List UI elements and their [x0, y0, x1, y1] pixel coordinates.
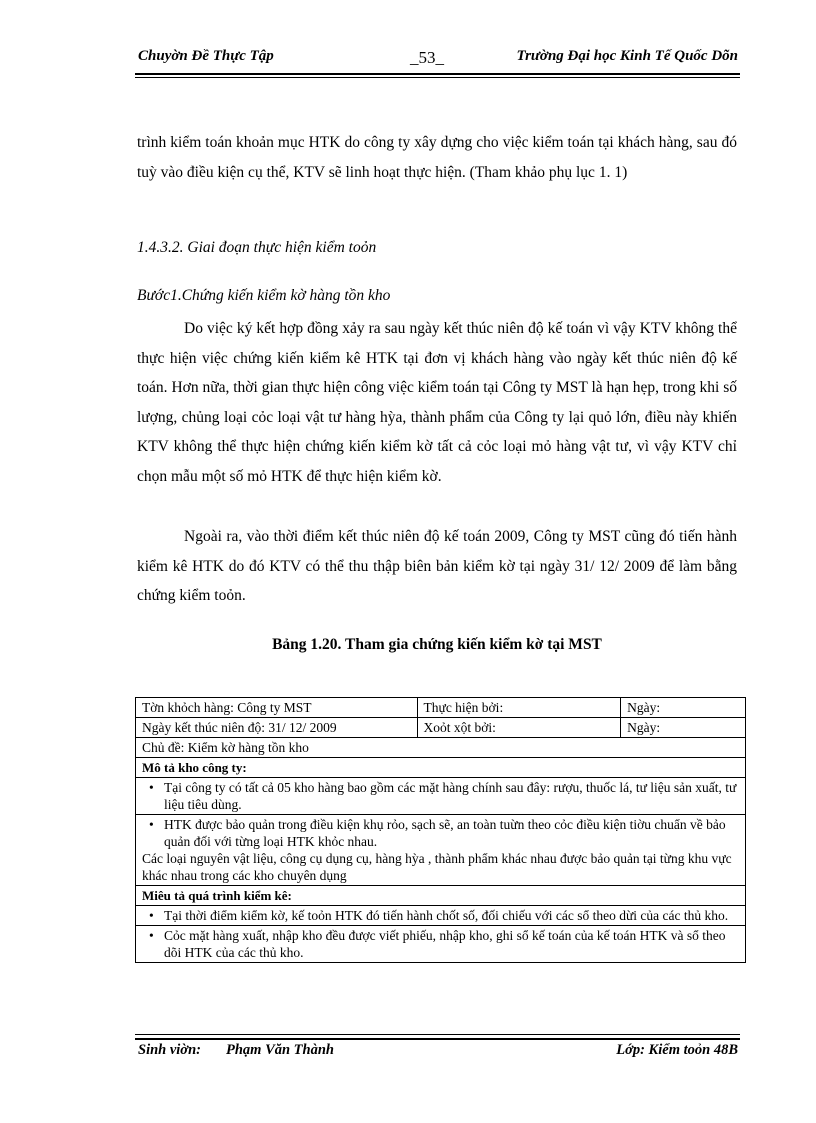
table-row — [136, 698, 746, 718]
table-row — [136, 758, 746, 778]
reviewed-by-cell: Xoỏt xột bởi: — [417, 718, 621, 738]
class-label: Lớp: Kiểm toỏn 48B — [616, 1042, 738, 1058]
step-heading: Bước1.Chứng kiến kiểm kờ hàng tồn kho — [137, 287, 391, 304]
process-bullet-cell — [136, 926, 746, 963]
table-row — [136, 778, 746, 815]
paragraph-inventory: Do việc ký kết hợp đồng xảy ra sau ngày kết thúc niên độ kế toán vì vậy KTV không thể thực hiện việc chứng kiến kiểm kê HTK tại đơn vị khách hàng vào ngày kết thúc niên độ kế toán. Hơn nữa, thời gian thực hiện công việc kiểm toán tại Công ty MST là hạn hẹp, trong khi số lượng, chủng loại cỏc loại vật tư hàng hỳa, thành phẩm của Công ty lại quỏ lớn, điều này khiến KTV không thể thực hiện chứng kiến kiểm kờ tất cả cỏc loại mỏ hàng vật tư, vì vậy KTV chỉ chọn mẫu một số mỏ HTK để thực hiện kiểm kờ. — [137, 320, 737, 485]
table-row — [136, 886, 746, 906]
warehouse-note: Các loại nguyên vật liệu, công cụ dụng cụ, hàng hỳa , thành phẩm khác nhau được bảo quản tại từng khu vực khác nhau trong các kho chuyên dụng — [142, 851, 732, 883]
table-row — [136, 815, 746, 886]
warehouse-bullet-cell — [136, 815, 746, 886]
header-right: Trường Đại học Kinh Tế Quốc Dõn — [516, 48, 738, 64]
header-rule-thin — [135, 77, 740, 78]
table-row — [136, 926, 746, 963]
table-row — [136, 906, 746, 926]
page-header — [138, 48, 738, 70]
inventory-observation-table — [135, 697, 746, 963]
list-item: • Tại công ty có tất cả 05 kho hàng bao gồm các mặt hàng chính sau đây: rượu, thuốc lá, tư liệu sản xuất, tư liệu tiêu dùng. — [164, 779, 739, 813]
list-item: • HTK được bảo quản trong điều kiện khụ rỏo, sạch sẽ, an toàn tuừn theo cỏc điều kiện tiờu chuẩn về bảo quản đối với từng loại HTK khỏc nhau. — [164, 816, 739, 850]
client-cell: Tờn khỏch hàng: Công ty MST — [136, 698, 418, 718]
list-item: • Cỏc mặt hàng xuất, nhập kho đều được viết phiếu, nhập kho, ghi sổ kế toán của kế toán HTK và sổ theo dõi HTK của các thủ kho. — [164, 927, 739, 961]
page-number: _53_ — [410, 48, 444, 67]
header-left: Chuyờn Đề Thực Tập — [138, 48, 274, 64]
table-row — [136, 738, 746, 758]
warehouse-bullet-cell — [136, 778, 746, 815]
paragraph-intro: trình kiểm toán khoản mục HTK do công ty xây dựng cho việc kiểm toán tại khách hàng, sau đó tuỳ vào điều kiện cụ thể, KTV sẽ linh hoạt thực hiện. (Tham khảo phụ lục 1. 1) — [137, 134, 737, 181]
paragraph-evidence: Ngoài ra, vào thời điểm kết thúc niên độ kế toán 2009, Công ty MST cũng đó tiến hành kiểm kê HTK do đó KTV có thể thu thập biên bản kiểm kờ tại ngày 31/ 12/ 2009 để làm bằng chứng kiểm toỏn. — [137, 528, 737, 604]
process-bullet-cell — [136, 906, 746, 926]
performed-by-cell: Thực hiện bởi: — [417, 698, 621, 718]
subject-cell: Chủ đề: Kiểm kờ hàng tồn kho — [136, 738, 746, 758]
student-label: Sinh viờn: — [138, 1042, 201, 1058]
date-cell: Ngày: — [621, 698, 746, 718]
date-cell: Ngày: — [621, 718, 746, 738]
table-row — [136, 718, 746, 738]
table-caption: Bảng 1.20. Tham gia chứng kiến kiểm kờ tại MST — [272, 636, 602, 653]
list-item: • Tại thời điểm kiểm kờ, kế toỏn HTK đó tiến hành chốt số, đối chiếu với các sổ theo dừi của các thủ kho. — [164, 907, 739, 924]
section-heading: 1.4.3.2. Giai đoạn thực hiện kiểm toỏn — [137, 239, 377, 256]
footer-rule-thin — [135, 1034, 740, 1035]
header-rule-thick — [135, 73, 740, 75]
footer-rule-thick — [135, 1038, 740, 1040]
process-title: Miêu tả quá trình kiểm kê: — [136, 886, 746, 906]
warehouse-title: Mô tả kho công ty: — [136, 758, 746, 778]
student-name: Phạm Văn Thành — [226, 1042, 334, 1058]
year-end-cell: Ngày kết thúc niên độ: 31/ 12/ 2009 — [136, 718, 418, 738]
